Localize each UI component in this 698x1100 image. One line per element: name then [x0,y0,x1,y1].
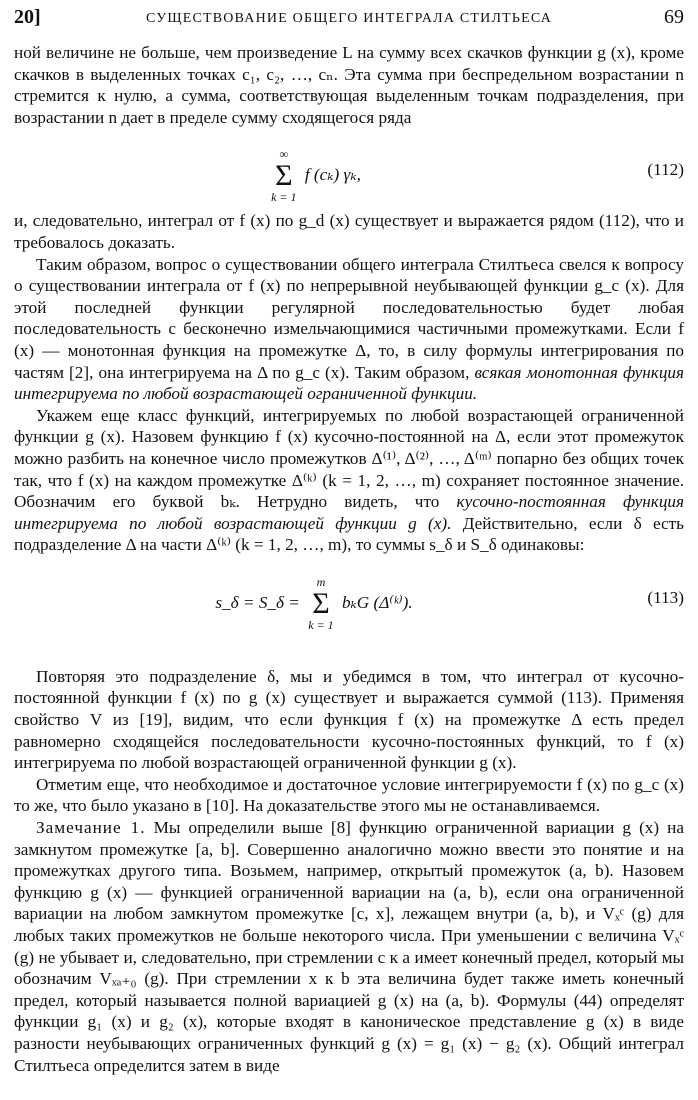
paragraph-4-text-a: Укажем еще класс функций, интегрируемых по любой возрастающей ограниченной функции g (x). Назовем функцию f (x) кусочно-постоянной на Δ, если этот промежуток можно разбить на конечное число промежутков Δ⁽¹⁾, Δ⁽²⁾, …, Δ⁽ᵐ⁾ попарно без общих точек так, что f (x) на каждом промежутке Δ⁽ᵏ⁾ (k = 1, 2, …, m) сохраняет постоянное значение. Обозначим его буквой bₖ. Нетрудно видеть, что [14,405,684,512]
paragraph-5: Повторяя это подразделение δ, мы и убедимся в том, что интеграл от кусочно-постоянной функции f (x) по g (x) существует и выражается суммой (113). Применяя свойство V из [19], видим, что если функция f (x) на промежутке Δ есть предел равномерно сходящейся последовательности кусочно-постоянных функций, то f (x) интегрируема по любой возрастающей ограниченной функции g (x). [14,666,684,773]
equation-112-body [14,148,614,204]
equation-113-lhs: s_δ = S_δ = [215,592,300,612]
paragraph-4-text-b: Действительно, если δ есть подразделение Δ на части Δ⁽ᵏ⁾ (k = 1, 2, …, m), то суммы s_δ и S_δ одинаковы: [14,513,685,555]
sum-sign [271,148,296,204]
equation-112 [14,128,684,210]
sum-lower-limit: k = 1 [308,617,334,632]
sum-upper-limit: m [316,574,326,589]
running-title: СУЩЕСТВОВАНИЕ ОБЩЕГО ИНТЕГРАЛА СТИЛТЬЕСА [145,11,553,26]
page-body [14,42,684,1076]
paragraph-7-text: Мы определили выше [8] функцию ограниченной вариации g (x) на замкнутом промежутке [a, b]. Совершенно аналогично можно ввести это понятие и на промежутках другого типа. Возьмем, например, открытый промежуток (a, b). Назовем функцию g (x) — функцией ограниченной вариации на (a, b), если она ограниченной вариации на любом замкнутом промежутке [c, x], лежащем внутри (a, b), и Vₓᶜ (g) для любых таких промежутков не больше некоторого числа. При уменьшении c величина Vₓᶜ (g) не убывает и, следовательно, при стремлении c к a имеет конечный предел, который мы обозначим Vₓₐ₊₀ (g). При стремлении x к b эта величина будет также иметь конечный предел, который называется полной вариацией g (x) на (a, b). Формулы (44) определят функции g₁ (x) и g₂ (x), которые входят в каноническое представление g (x) в виде разности неубывающих ограниченных функций g (x) = g₁ (x) − g₂ (x). Общий интеграл Стилтьеса определится затем в виде [14,818,684,1075]
sigma-icon: Σ [312,586,330,620]
section-number: 20] [14,6,41,28]
equation-112-number: (112) [647,160,684,180]
paragraph-4 [14,405,684,556]
running-header [14,6,684,32]
equation-113 [14,556,684,666]
paragraph-3-text: Таким образом, вопрос о существовании общего интеграла Стилтьеса свелся к вопросу о существовании интеграла от f (x) по непрерывной неубывающей функции g_c (x). Для этой последней функции регулярной последовательностью будет любая последовательность с бесконечно измельчающимися частичными промежутками. Если f (x) — монотонная функция на промежутке Δ, то, в силу формулы интегрирования по частям [2], она интегрируема на Δ по g_c (x). Таким образом, [14,254,684,382]
sum-lower-limit: k = 1 [271,190,297,205]
sum-sign [308,576,333,632]
equation-112-term: f (cₖ) γₖ, [304,165,361,185]
theorem-monotone: всякая монотонная функция интегрируема по любой возрастающей ограниченной функции. [14,362,685,404]
remark-label: Замечание 1. [36,818,146,838]
sum-upper-limit: ∞ [279,147,289,162]
equation-113-number: (113) [647,587,684,607]
equation-113-body [14,576,614,632]
paragraph-3 [14,254,684,405]
paragraph-1: ной величине не больше, чем произведение L на сумму всех скачков функции g (x), кроме скачков в выделенных точках c₁, c₂, …, cₙ. Эта сумма при беспредельном возрастании n стремится к нулю, а сумма, соответствующая выделенным точкам подразделения, при возрастании n дает в пределе сумму сходящегося ряда [14,43,684,127]
paragraph-7 [14,817,684,1076]
sigma-icon: Σ [275,159,293,193]
theorem-piecewise: кусочно-постоянная функция интегрируема по любой возрастающей функции g (x). [14,492,684,533]
paragraph-2: и, следовательно, интеграл от f (x) по g_d (x) существует и выражается рядом (112), что и требовалось доказать. [14,211,684,252]
equation-113-term: bₖG (Δ⁽ᵏ⁾). [341,592,413,612]
paragraph-6: Отметим еще, что необходимое и достаточное условие интегрируемости f (x) по g_c (x) то же, что было указано в [10]. На доказательстве этого мы не останавливаемся. [14,774,684,816]
page-number: 69 [664,6,684,28]
